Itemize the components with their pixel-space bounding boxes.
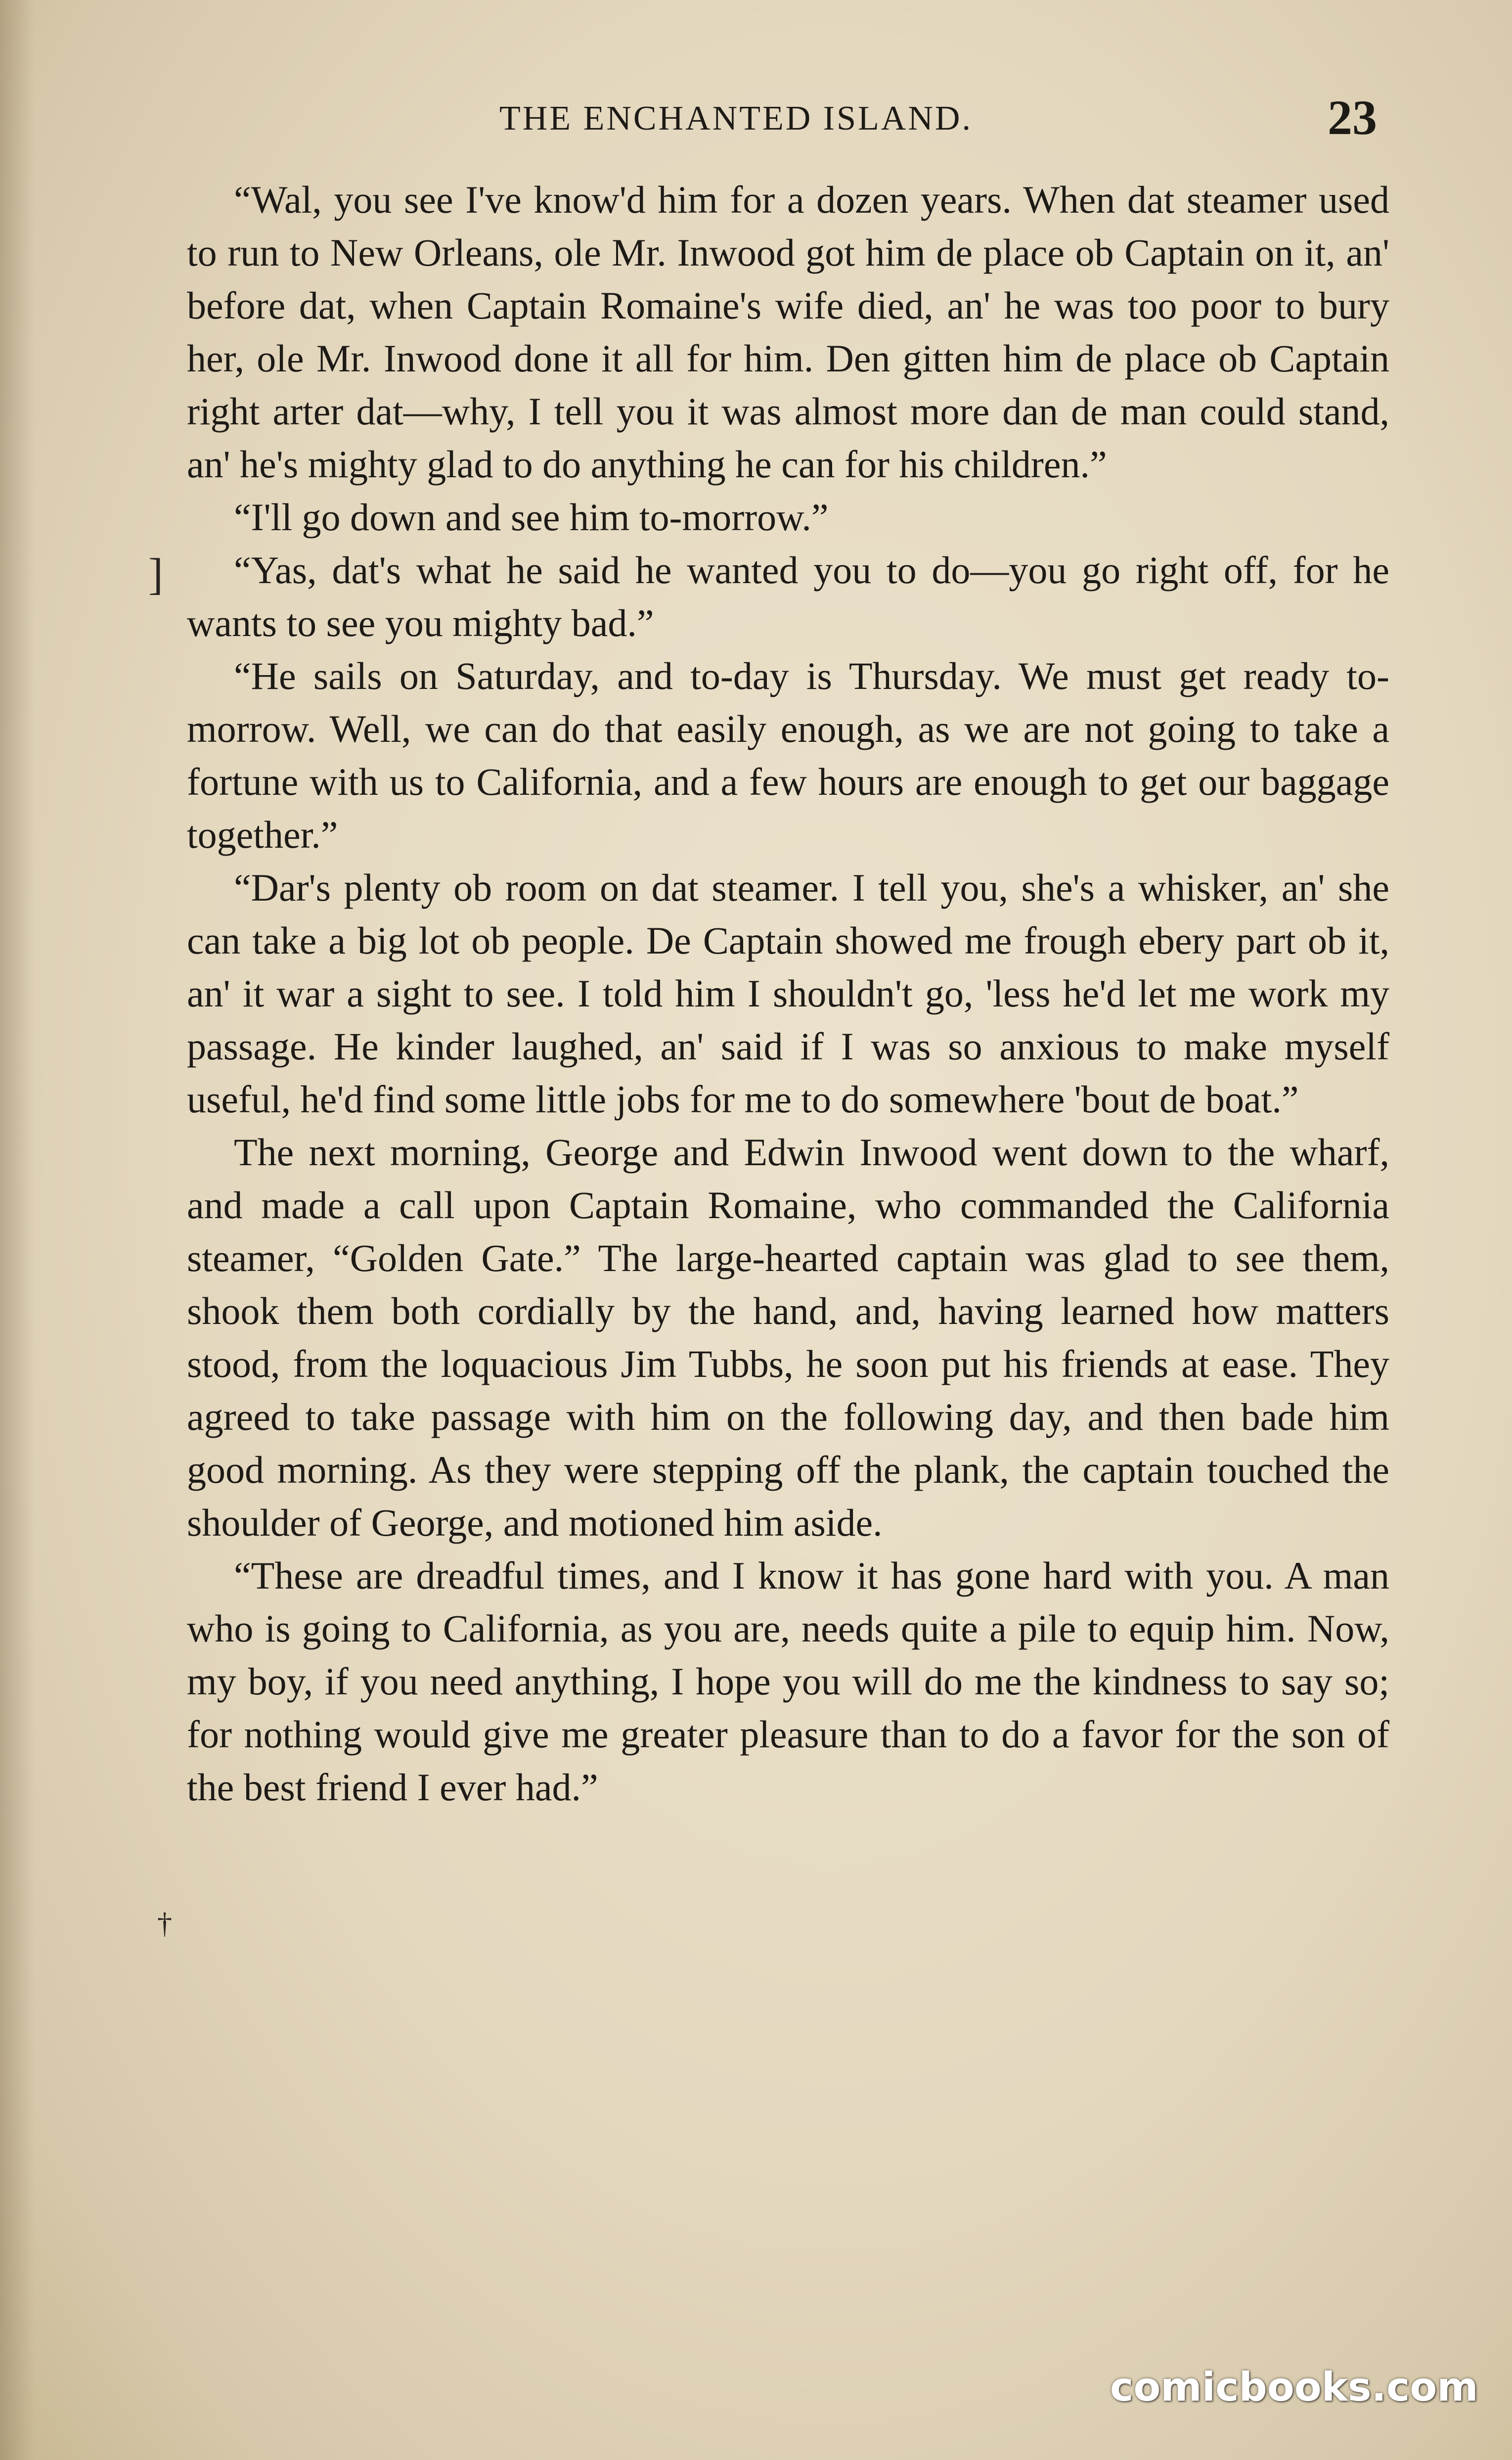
paragraph: “Yas, dat's what he said he wanted you to do—you go right off, for he wants to see you mighty bad.” [187, 548, 1389, 644]
binding-shadow [0, 0, 35, 2460]
watermark: comicbooks.com [1110, 2364, 1478, 2410]
margin-dagger-mark: † [157, 1907, 172, 1940]
paragraph: “These are dreadful times, and I know it has gone hard with you. A man who is going to California, as you are, needs quite a pile to equip him. Now, my boy, if you need anything, I hope you will do me the kindness to say so; for nothing would give me greater pleasure than to do a favor for the son of the best friend I ever had.” [187, 1554, 1389, 1809]
body-text [187, 173, 1389, 1814]
paragraph: “He sails on Saturday, and to-day is Thursday. We must get ready to-morrow. Well, we can do that easily enough, as we are not going to take a fortune with us to California, and a few hours are enough to get our baggage together.” [187, 654, 1389, 856]
page-number: 23 [1328, 90, 1377, 145]
paragraph: “Dar's plenty ob room on dat steamer. I tell you, she's a whisker, an' she can take a big lot ob people. De Captain showed me frough ebery part ob it, an' it war a sight to see. I told him I shouldn't go, 'less he'd let me work my passage. He kinder laughed, an' said if I was so anxious to make myself useful, he'd find some little jobs for me to do somewhere 'bout de boat.” [187, 866, 1389, 1121]
running-title: THE ENCHANTED ISLAND. [499, 99, 973, 137]
paragraph: “I'll go down and see him to-morrow.” [234, 496, 829, 539]
paragraph: “Wal, you see I've know'd him for a dozen years. When dat steamer used to run to New Orleans, ole Mr. Inwood got him de place ob Captain on it, an' before dat, when Captain Romaine's wife died, an' he was too poor to bury her, ole Mr. Inwood done it all for him. Den gitten him de place ob Captain right arter dat—why, I tell you it was almost more dan de man could stand, an' he's mighty glad to do anything he can for his children.” [187, 178, 1389, 486]
paragraph: The next morning, George and Edwin Inwood went down to the wharf, and made a call upon Captain Romaine, who commanded the California steamer, “Golden Gate.” The large-hearted captain was glad to see them, shook them both cordially by the hand, and, having learned how matters stood, from the loquacious Jim Tubbs, he soon put his friends at ease. They agreed to take passage with him on the following day, and then bade him good morning. As they were stepping off the plank, the captain touched the shoulder of George, and motioned him aside. [187, 1131, 1389, 1544]
margin-bracket-mark: ] [148, 550, 163, 599]
